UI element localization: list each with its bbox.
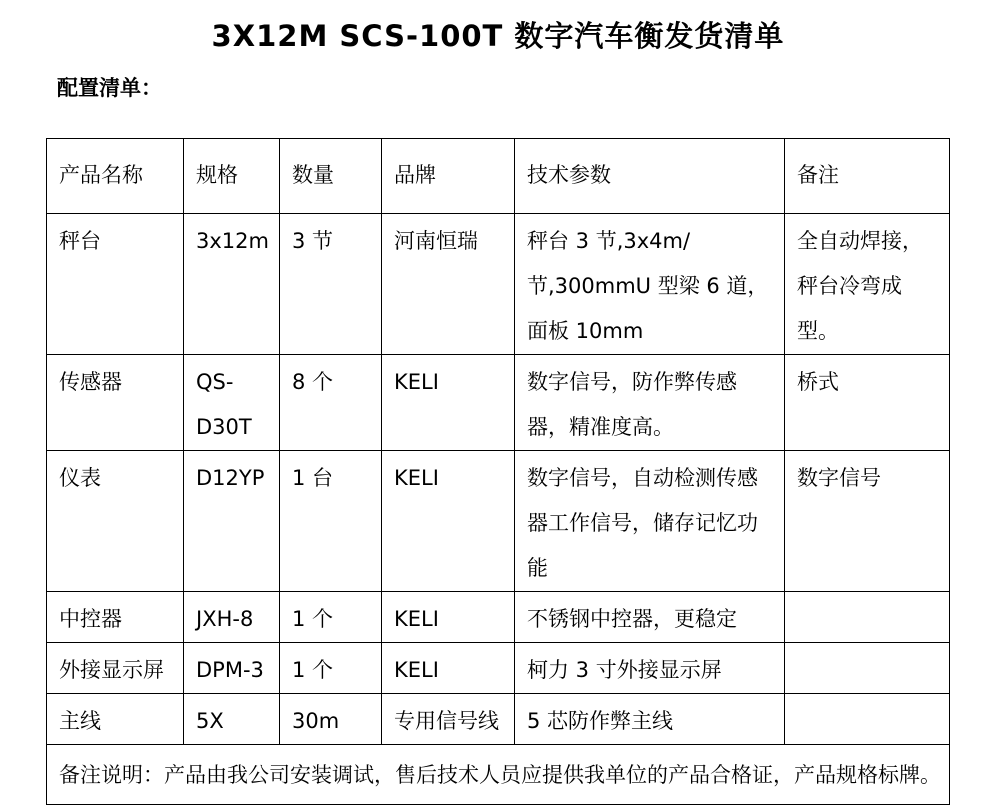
cell-remark: 桥式: [785, 355, 950, 451]
cell-brand: KELI: [382, 643, 515, 694]
document-page: [0, 14, 996, 787]
equipment-table: [46, 138, 950, 805]
column-header-spec: 规格: [184, 139, 280, 214]
cell-product-name: 中控器: [47, 592, 184, 643]
cell-remark: [785, 643, 950, 694]
cell-spec: JXH-8: [184, 592, 280, 643]
cell-quantity: 1 台: [280, 451, 382, 592]
table-row: [47, 592, 950, 643]
cell-product-name: 主线: [47, 694, 184, 745]
cell-remark: 全自动焊接，秤台冷弯成型。: [785, 214, 950, 355]
cell-product-name: 传感器: [47, 355, 184, 451]
cell-spec: QS-D30T: [184, 355, 280, 451]
cell-tech-params: 秤台 3 节,3x4m/节,300mmU 型梁 6 道，面板 10mm: [515, 214, 785, 355]
cell-brand: 河南恒瑞: [382, 214, 515, 355]
cell-product-name: 秤台: [47, 214, 184, 355]
cell-tech-params: 不锈钢中控器，更稳定: [515, 592, 785, 643]
cell-quantity: 1 个: [280, 643, 382, 694]
column-header-remark: 备注: [785, 139, 950, 214]
table-row: [47, 214, 950, 355]
cell-tech-params: 柯力 3 寸外接显示屏: [515, 643, 785, 694]
column-header-params: 技术参数: [515, 139, 785, 214]
cell-brand: 专用信号线: [382, 694, 515, 745]
footer-note: 备注说明：产品由我公司安装调试，售后技术人员应提供我单位的产品合格证，产品规格标牌。: [47, 745, 950, 805]
table-header-row: [47, 139, 950, 214]
column-header-qty: 数量: [280, 139, 382, 214]
cell-tech-params: 数字信号，自动检测传感器工作信号，储存记忆功能: [515, 451, 785, 592]
cell-spec: 3x12m: [184, 214, 280, 355]
cell-tech-params: 数字信号，防作弊传感器，精准度高。: [515, 355, 785, 451]
table-row: [47, 694, 950, 745]
column-header-product: 产品名称: [47, 139, 184, 214]
cell-remark: [785, 592, 950, 643]
table-footer-row: [47, 745, 950, 805]
cell-remark: [785, 694, 950, 745]
cell-product-name: 外接显示屏: [47, 643, 184, 694]
column-header-brand: 品牌: [382, 139, 515, 214]
cell-brand: KELI: [382, 592, 515, 643]
cell-quantity: 1 个: [280, 592, 382, 643]
cell-quantity: 8 个: [280, 355, 382, 451]
table-row: [47, 451, 950, 592]
cell-brand: KELI: [382, 355, 515, 451]
cell-tech-params: 5 芯防作弊主线: [515, 694, 785, 745]
config-list-label: 配置清单：: [57, 76, 162, 100]
table-row: [47, 643, 950, 694]
cell-spec: DPM-3: [184, 643, 280, 694]
page-title: 3X12M SCS-100T 数字汽车衡发货清单: [211, 19, 785, 53]
cell-spec: 5X: [184, 694, 280, 745]
cell-remark: 数字信号: [785, 451, 950, 592]
cell-quantity: 30m: [280, 694, 382, 745]
cell-quantity: 3 节: [280, 214, 382, 355]
cell-brand: KELI: [382, 451, 515, 592]
table-row: [47, 355, 950, 451]
cell-product-name: 仪表: [47, 451, 184, 592]
cell-spec: D12YP: [184, 451, 280, 592]
